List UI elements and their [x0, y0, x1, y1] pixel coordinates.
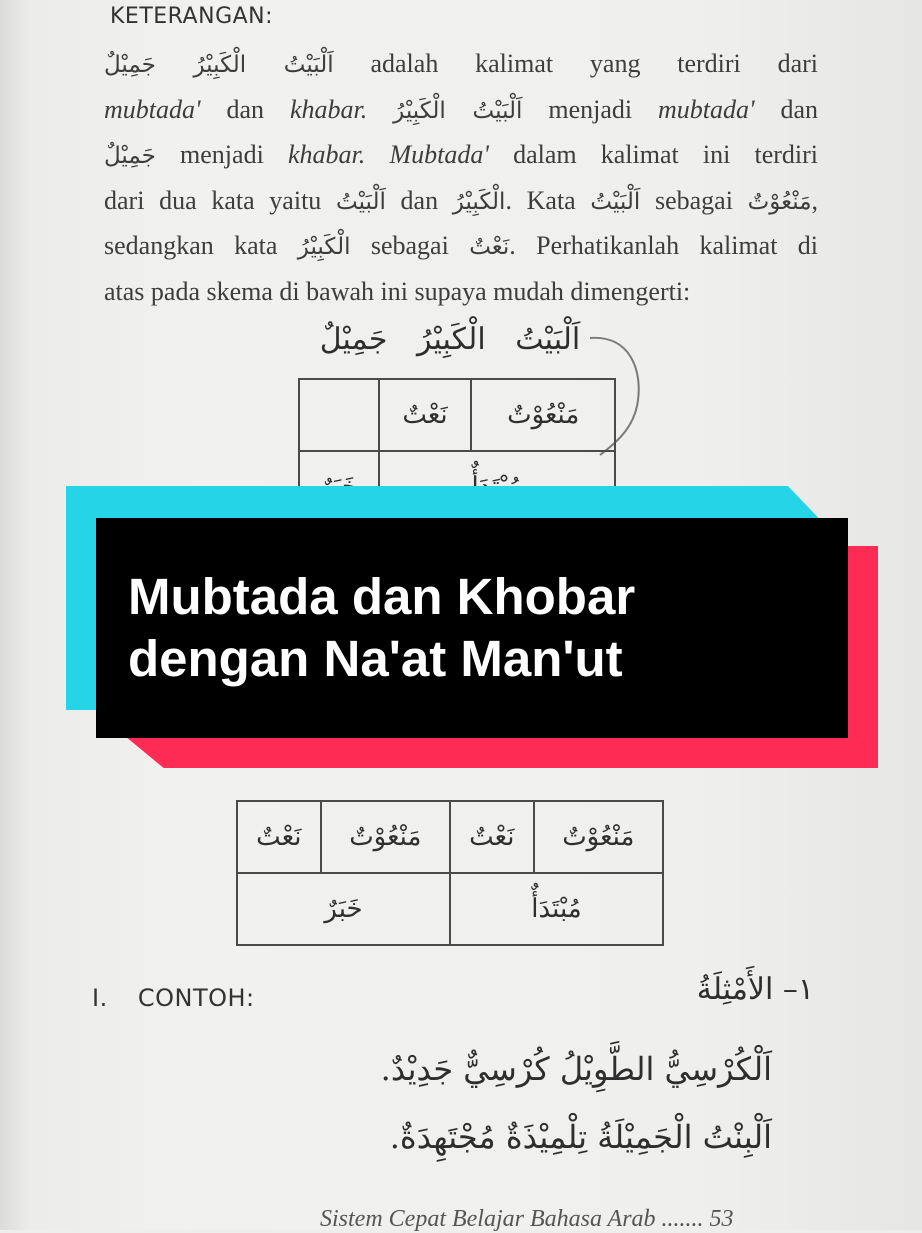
schema-word-1: اَلْبَيْتُ: [515, 322, 581, 357]
example-sentence-1: اَلْكُرْسِيُّ الطَّوِيْلُ كُرْسِيٌّ جَدِيْدٌ.: [380, 1050, 772, 1088]
section-title: CONTOH:: [137, 984, 255, 1012]
schema-word-2: الْكَبِيْرُ: [416, 322, 486, 357]
arabic-phrase: اَلْبَيْتُ الْكَبِيْرُ جَمِيْلٌ: [104, 52, 334, 78]
text-segment: dan: [226, 94, 265, 124]
text-segment: sebagai: [370, 231, 449, 260]
arabic-phrase: اَلْبَيْتُ الْكَبِيْرُ: [393, 97, 523, 124]
term-mubtada: Mubtada': [389, 140, 489, 169]
arabic-word: اَلْبَيْتُ: [335, 188, 386, 215]
schema-table-extended: [236, 800, 664, 946]
text-segment: adalah kalimat yang terdiri dari: [370, 49, 819, 78]
text-segment: sedangkan kata: [104, 231, 278, 260]
term-khabar: khabar.: [287, 140, 366, 169]
arabic-word: نَعْتٌ: [469, 234, 510, 260]
arabic-word: الْكَبِيْرُ: [452, 188, 506, 215]
arabic-word: الْكَبِيْرُ: [297, 234, 351, 260]
text-segment: . Perhatikanlah kalimat di: [509, 231, 819, 260]
page-footer: Sistem Cepat Belajar Bahasa Arab ....... 53: [320, 1206, 734, 1232]
schema-cell-empty: [299, 379, 379, 451]
banner-title: [128, 566, 635, 690]
schema-sentence: [300, 322, 600, 357]
text-segment: dan: [400, 185, 439, 215]
table-cell: مَنْعُوْتٌ: [321, 801, 450, 873]
table-cell: مَنْعُوْتٌ: [534, 801, 663, 873]
schema-word-3: جَمِيْلٌ: [319, 322, 388, 357]
section-number: I.: [92, 984, 108, 1012]
title-banner: [66, 486, 878, 770]
arabic-word: جَمِيْلٌ: [104, 143, 156, 169]
banner-box: [96, 518, 848, 738]
term-khabar: khabar.: [289, 94, 368, 124]
text-segment: dan: [780, 94, 819, 124]
banner-title-line-2: dengan Na'at Man'ut: [128, 630, 623, 687]
schema-cell-manut: مَنْعُوْتٌ: [471, 379, 615, 451]
schema-cell-naat: نَعْتٌ: [379, 379, 472, 451]
text-segment: dalam kalimat ini terdiri: [513, 140, 819, 169]
section-label: [92, 984, 255, 1012]
arabic-word: مَنْعُوْتٌ: [747, 188, 812, 215]
paragraph-line-4: [104, 179, 818, 225]
arabic-word: اَلْبَيْتُ: [590, 188, 641, 215]
example-sentence-2: اَلْبِنْتُ الْجَمِيْلَةُ تِلْمِيْذَةٌ مُجْتَهِدَةٌ.: [389, 1118, 772, 1156]
banner-title-line-1: Mubtada dan Khobar: [128, 568, 636, 625]
table-cell: نَعْتٌ: [450, 801, 534, 873]
paragraph-line-2: [104, 88, 818, 134]
table-cell: نَعْتٌ: [237, 801, 321, 873]
table-cell-mubtada: مُبْتَدَأٌ: [450, 873, 663, 945]
text-segment: menjadi: [548, 94, 633, 124]
paragraph-line-6: atas pada skema di bawah ini supaya mudah dimengerti:: [104, 276, 691, 306]
paragraph-line-5: [104, 224, 818, 270]
section-heading: KETERANGAN:: [110, 4, 274, 29]
paragraph-line-3: [104, 133, 818, 179]
text-segment: sebagai: [654, 185, 733, 215]
table-cell-khabar: خَبَرٌ: [237, 873, 450, 945]
term-mubtada: mubtada': [658, 94, 755, 124]
text-segment: dari dua kata yaitu: [104, 185, 322, 215]
paragraph-line-1: [104, 42, 818, 88]
text-segment: ,: [811, 185, 819, 215]
section-title-arabic: ١– الأَمْثِلَةُ: [696, 972, 814, 1007]
explanation-paragraph: [104, 42, 818, 314]
text-segment: . Kata: [505, 185, 576, 215]
text-segment: menjadi: [180, 140, 264, 169]
term-mubtada: mubtada': [104, 94, 201, 124]
